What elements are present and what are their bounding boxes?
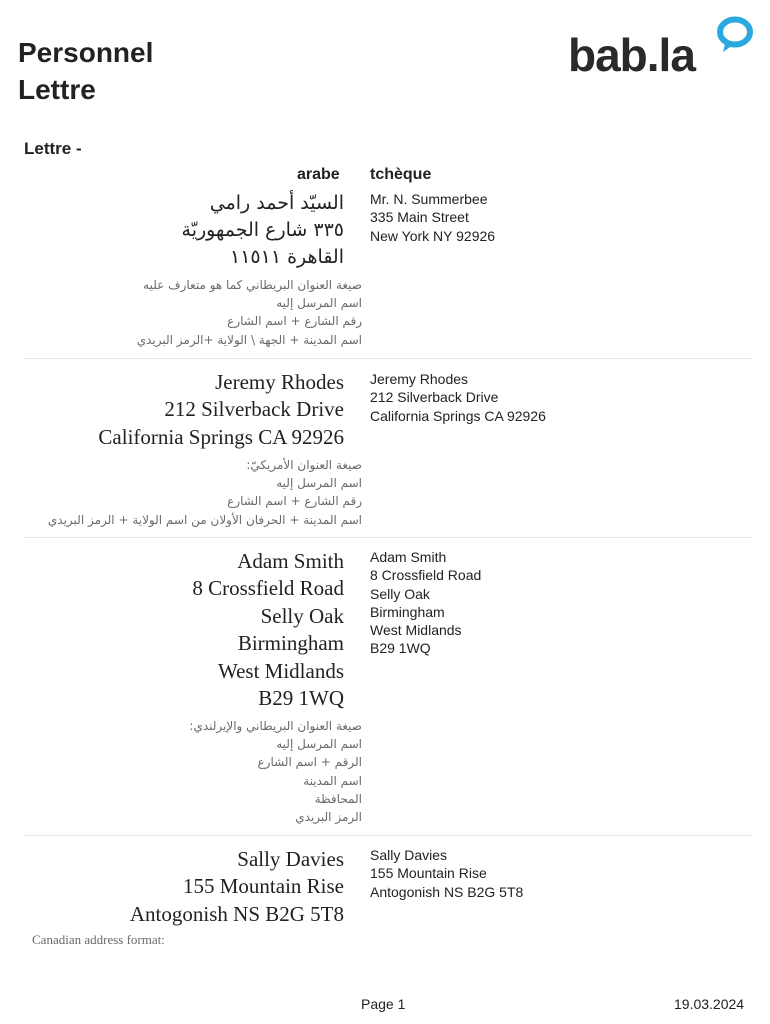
- left-example-address: [24, 846, 344, 928]
- address-line: 8 Crossfield Road: [192, 576, 344, 601]
- format-note: Canadian address format:: [32, 932, 165, 947]
- column-header-arabic: arabe: [297, 166, 340, 183]
- address-line: Sally Davies: [237, 847, 344, 871]
- note-line: رقم الشارع + اسم الشارع: [227, 314, 362, 329]
- address-line: 335 Main Street: [370, 209, 469, 226]
- address-line: Jeremy Rhodes: [370, 371, 469, 387]
- print-date: 19.03.2024: [674, 996, 745, 1012]
- babla-logo: [568, 16, 754, 80]
- address-line: Selly Oak: [370, 585, 430, 602]
- note-line: الرمز البريدي: [295, 810, 362, 825]
- note-line: اسم المدينة + الحرفان الأولان من اسم الولاية + الرمز البريدي: [47, 512, 362, 527]
- address-line: 8 Crossfield Road: [370, 567, 482, 584]
- page-title: [18, 34, 153, 108]
- note-line: المحافظة: [314, 791, 362, 806]
- example-row: [24, 835, 752, 947]
- address-line: Adam Smith: [237, 549, 344, 573]
- address-line: Mr. N. Summerbee: [370, 191, 488, 207]
- address-line: Birmingham: [370, 603, 445, 620]
- address-line: West Midlands: [370, 622, 462, 639]
- address-line: New York NY 92926: [370, 227, 496, 244]
- address-line: B29 1WQ: [370, 640, 431, 657]
- address-line: Antogonish NS B2G 5T8: [129, 901, 344, 926]
- address-line: 155 Mountain Rise: [183, 874, 344, 899]
- address-line: 212 Silverback Drive: [164, 397, 344, 422]
- note-line: صيغة العنوان الأمريكيّ:: [246, 458, 362, 472]
- logo-text: bab.la: [568, 29, 695, 81]
- note-line: صيغة العنوان البريطاني والإيرلندي:: [189, 719, 362, 733]
- czech-example-address: [370, 190, 495, 245]
- note-line: اسم المدينة: [303, 773, 362, 788]
- czech-example-address: [370, 846, 523, 901]
- note-line: رقم الشارع + اسم الشارع: [227, 494, 362, 509]
- note-line: صيغة العنوان البريطاني كما هو متعارف عليه: [143, 278, 362, 292]
- page-title-line1: Personnel: [18, 37, 154, 68]
- example-row: [24, 537, 752, 825]
- note-line: اسم المرسل إليه: [276, 296, 362, 311]
- address-line: 155 Mountain Rise: [370, 865, 487, 882]
- left-example-address: [24, 548, 344, 712]
- column-header-czech: tchèque: [370, 166, 432, 183]
- format-note: [32, 717, 362, 826]
- arabic-example-address: [24, 190, 344, 271]
- left-example-address: [24, 369, 344, 451]
- format-note: [32, 456, 362, 529]
- czech-example-address: [370, 370, 546, 425]
- address-line: California Springs CA 92926: [370, 407, 546, 424]
- address-line: B29 1WQ: [258, 686, 344, 711]
- note-line: اسم المرسل إليه: [276, 737, 362, 752]
- speech-bubble-icon: [716, 16, 754, 56]
- czech-example-address: [370, 548, 481, 658]
- example-row: [24, 358, 752, 527]
- address-line: 212 Silverback Drive: [370, 389, 499, 406]
- page-number: Page 1: [361, 996, 406, 1012]
- address-line: Adam Smith: [370, 549, 447, 565]
- note-line: اسم المرسل إليه: [276, 476, 362, 491]
- address-line: السيّد أحمد رامي: [209, 192, 344, 214]
- address-line: Jeremy Rhodes: [215, 370, 344, 394]
- address-line: Birmingham: [237, 631, 344, 656]
- page-title-line2: Lettre: [18, 74, 96, 105]
- section-title: Lettre -: [24, 139, 82, 158]
- address-line: ٣٣٥ شارع الجمهوريّة: [181, 219, 344, 241]
- note-line: اسم المدينة + الجهة \ الولاية +الرمز البريدي: [136, 332, 362, 347]
- address-line: Antogonish NS B2G 5T8: [370, 883, 524, 900]
- format-note: [32, 276, 362, 349]
- address-line: القاهرة ١١٥١١: [230, 246, 344, 268]
- address-line: California Springs CA 92926: [98, 424, 344, 449]
- address-line: West Midlands: [217, 658, 344, 683]
- address-line: Sally Davies: [370, 847, 448, 863]
- address-line: Selly Oak: [260, 603, 344, 628]
- note-line: الرقم + اسم الشارع: [257, 755, 362, 770]
